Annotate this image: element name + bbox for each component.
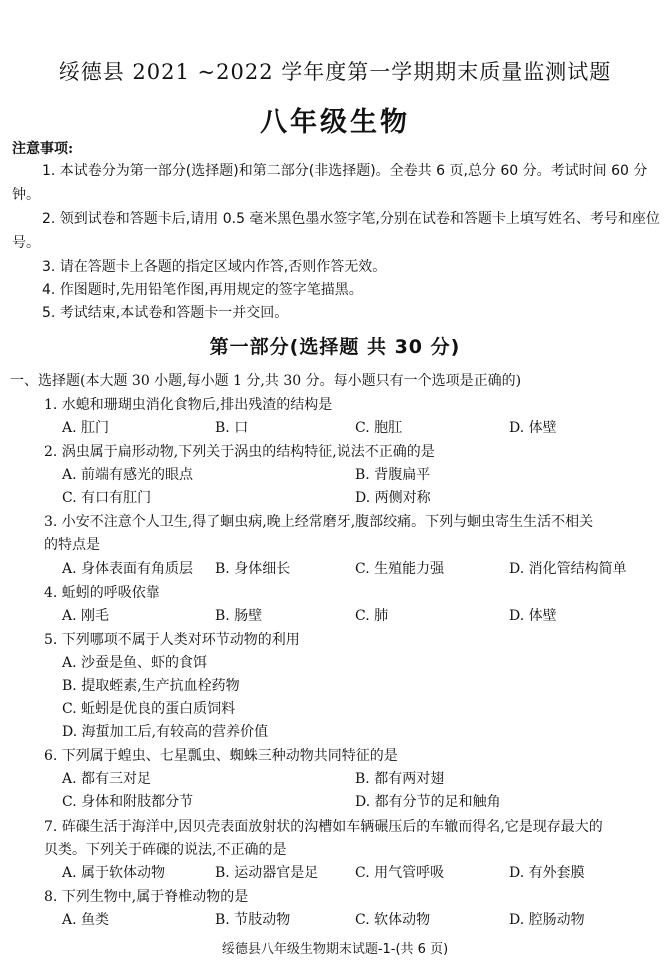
question-option: A. 刚毛 bbox=[62, 608, 110, 624]
question-option: B. 运动器官是足 bbox=[215, 865, 319, 881]
question-option: A. 沙蚕是鱼、虾的食饵 bbox=[62, 655, 208, 671]
question-option: C. 肺 bbox=[355, 608, 389, 624]
question-option: B. 口 bbox=[215, 420, 249, 436]
question-stem: 4. 蚯蚓的呼吸依靠 bbox=[44, 585, 160, 601]
question-option: B. 提取蛭素,生产抗血栓药物 bbox=[62, 678, 240, 694]
question-option: D. 体壁 bbox=[509, 608, 557, 624]
question-stem: 5. 下列哪项不属于人类对环节动物的利用 bbox=[44, 632, 300, 648]
question-option: D. 海蜇加工后,有较高的营养价值 bbox=[62, 724, 269, 740]
note-item: 1. 本试卷分为第一部分(选择题)和第二部分(非选择题)。全卷共 6 页,总分 60 分。考试时间 60 分钟。 bbox=[12, 163, 648, 203]
question-stem-continued: 贝类。下列关于砗磲的说法,不正确的是 bbox=[44, 842, 287, 858]
question-option: D. 体壁 bbox=[509, 420, 557, 436]
note-item: 2. 领到试卷和答题卡后,请用 0.5 毫米黑色墨水签字笔,分别在试卷和答题卡上填写姓名、考号和座位号。 bbox=[12, 211, 660, 251]
question-option: B. 肠壁 bbox=[215, 608, 263, 624]
question-option: C. 蚯蚓是优良的蛋白质饲料 bbox=[62, 701, 236, 717]
exam-title: 绥德县 2021 ~2022 学年度第一学期期末质量监测试题 bbox=[58, 60, 612, 84]
question-stem: 3. 小安不注意个人卫生,得了蛔虫病,晚上经常磨牙,腹部绞痛。下列与蛔虫寄生生活不相关 bbox=[44, 514, 594, 530]
question-option: C. 身体和附肢都分节 bbox=[62, 794, 194, 810]
page-footer: 绥德县八年级生物期末试题-1-(共 6 页) bbox=[221, 942, 449, 957]
question-stem: 6. 下列属于蝗虫、七星瓢虫、蜘蛛三种动物共同特征的是 bbox=[44, 748, 398, 764]
question-option: A. 身体表面有角质层 bbox=[62, 561, 194, 577]
question-option: B. 节肢动物 bbox=[215, 912, 291, 928]
question-option: D. 都有分节的足和触角 bbox=[355, 794, 501, 810]
question-option: C. 用气管呼吸 bbox=[355, 865, 445, 881]
question-option: A. 鱼类 bbox=[62, 912, 110, 928]
question-stem: 1. 水螅和珊瑚虫消化食物后,排出残渣的结构是 bbox=[44, 397, 333, 413]
question-option: A. 肛门 bbox=[62, 420, 110, 436]
part-one-title: 第一部分(选择题 共 30 分) bbox=[209, 336, 461, 358]
notes-heading: 注意事项: bbox=[12, 141, 74, 157]
question-stem-continued: 的特点是 bbox=[44, 537, 100, 553]
section-heading: 一、选择题(本大题 30 小题,每小题 1 分,共 30 分。每小题只有一个选项是正确的) bbox=[10, 373, 522, 389]
note-item: 4. 作图题时,先用铅笔作图,再用规定的签字笔描黑。 bbox=[42, 282, 363, 298]
question-option: D. 消化管结构简单 bbox=[509, 561, 627, 577]
question-option: B. 背腹扁平 bbox=[355, 467, 431, 483]
question-option: C. 生殖能力强 bbox=[355, 561, 445, 577]
question-option: A. 前端有感光的眼点 bbox=[62, 467, 194, 483]
question-option: B. 身体细长 bbox=[215, 561, 291, 577]
question-stem: 8. 下列生物中,属于脊椎动物的是 bbox=[44, 889, 249, 905]
question-option: D. 腔肠动物 bbox=[509, 912, 585, 928]
question-option: C. 胞肛 bbox=[355, 420, 403, 436]
question-option: C. 有口有肛门 bbox=[62, 490, 152, 506]
question-option: C. 软体动物 bbox=[355, 912, 431, 928]
question-option: D. 两侧对称 bbox=[355, 490, 431, 506]
note-item: 3. 请在答题卡上各题的指定区域内作答,否则作答无效。 bbox=[42, 259, 387, 275]
question-stem: 2. 涡虫属于扁形动物,下列关于涡虫的结构特征,说法不正确的是 bbox=[44, 444, 435, 460]
question-option: A. 属于软体动物 bbox=[62, 865, 166, 881]
note-item: 5. 考试结束,本试卷和答题卡一并交回。 bbox=[42, 305, 289, 321]
question-option: D. 有外套膜 bbox=[509, 865, 585, 881]
question-stem: 7. 砗磲生活于海洋中,因贝壳表面放射状的沟槽如车辆碾压后的车辙而得名,它是现存最大的 bbox=[44, 819, 603, 835]
question-option: A. 都有三对足 bbox=[62, 771, 152, 787]
subject-title: 八年级生物 bbox=[260, 107, 410, 138]
question-option: B. 都有两对翅 bbox=[355, 771, 445, 787]
